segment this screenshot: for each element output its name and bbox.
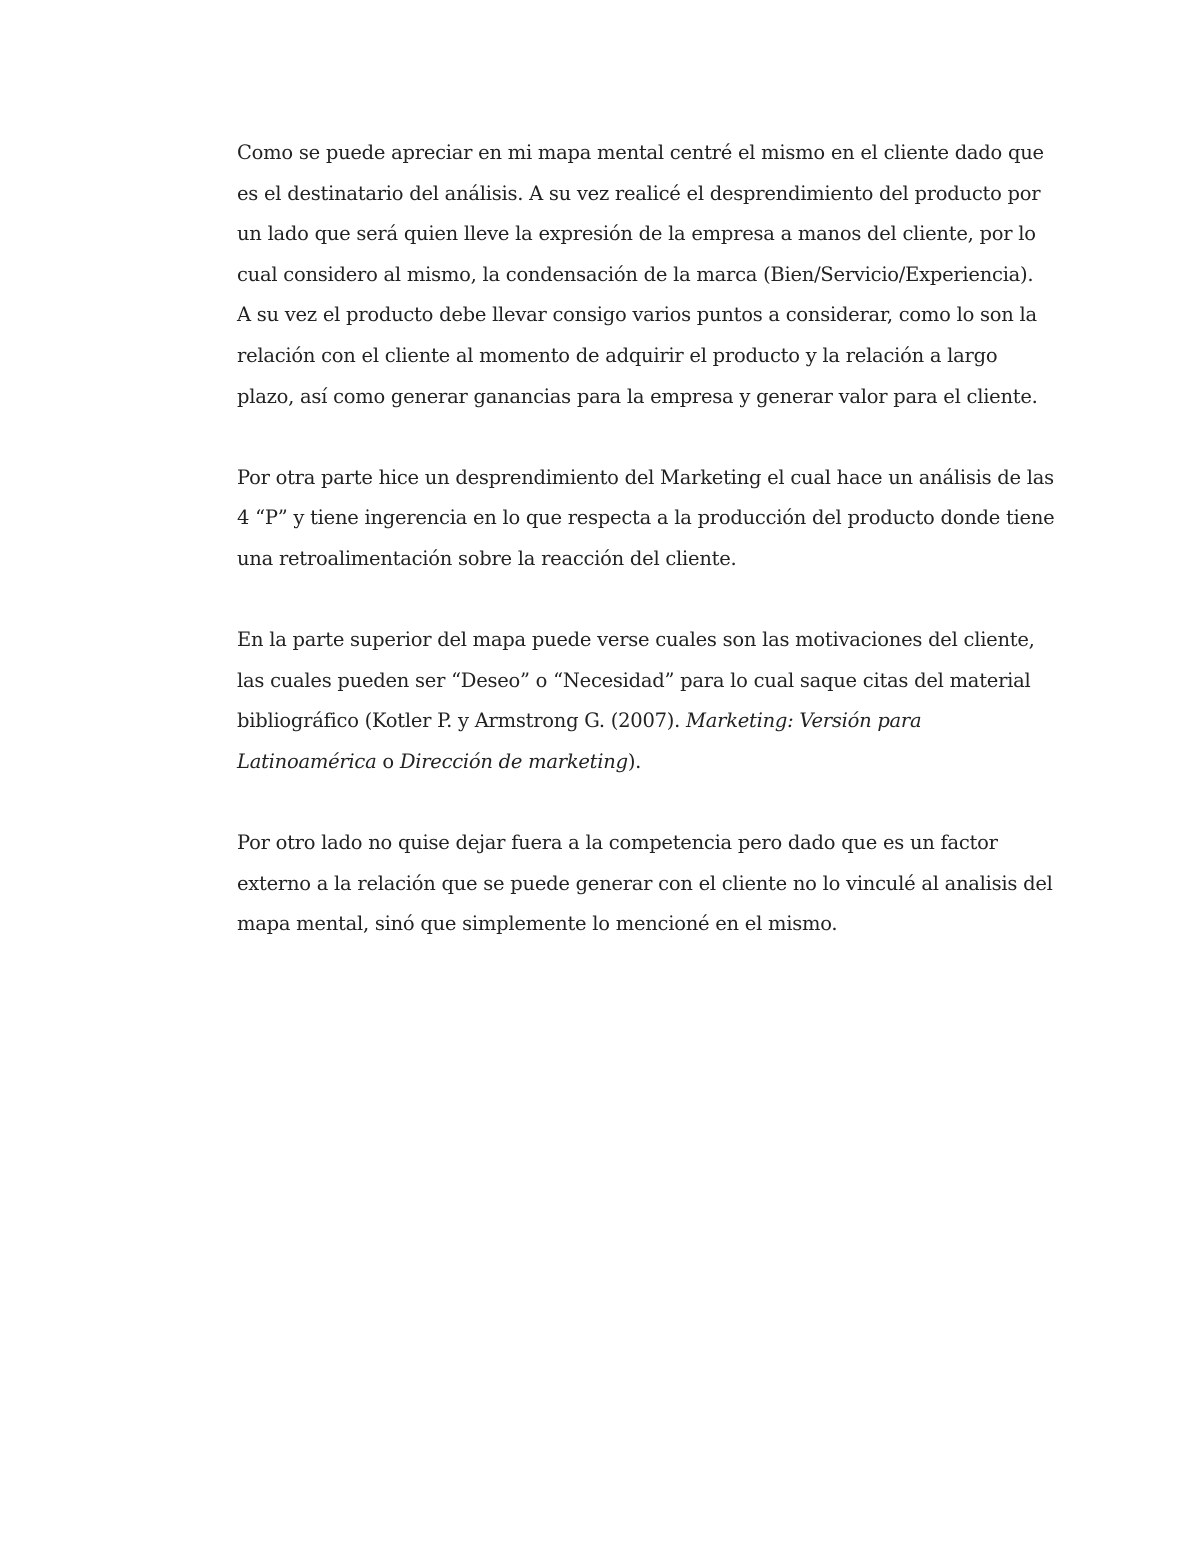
text-line: mapa mental, sinó que simplemente lo mencioné en el mismo. bbox=[237, 912, 838, 936]
text-line: relación con el cliente al momento de adquirir el producto y la relación a largo bbox=[237, 343, 998, 367]
text-line: Por otro lado no quise dejar fuera a la competencia pero dado que es un factor bbox=[237, 831, 998, 855]
book-title-italic: Marketing: Versión para bbox=[686, 709, 922, 733]
text-line: las cuales pueden ser “Deseo” o “Necesidad” para lo cual saque citas del material bbox=[237, 668, 1031, 692]
text-line: A su vez el producto debe llevar consigo varios puntos a considerar, como lo son la bbox=[237, 303, 1037, 327]
citation-text: bibliográfico (Kotler P. y Armstrong G. (2007). bbox=[237, 709, 687, 733]
text-line: Por otra parte hice un desprendimiento del Marketing el cual hace un análisis de las bbox=[237, 465, 1054, 489]
citation-connector: o bbox=[376, 749, 400, 773]
paragraph-marketing bbox=[237, 458, 1055, 580]
text-line: 4 “P” y tiene ingerencia en lo que respecta a la producción del producto donde tiene bbox=[237, 506, 1055, 530]
document-body bbox=[237, 133, 1055, 985]
text-line-citation bbox=[237, 701, 1037, 742]
text-line: Como se puede apreciar en mi mapa mental centré el mismo en el cliente dado que bbox=[237, 141, 1044, 164]
text-line: cual considero al mismo, la condensación de la marca (Bien/Servicio/Experiencia). bbox=[237, 262, 1034, 286]
citation-close: ). bbox=[627, 749, 642, 773]
paragraph-motivations bbox=[237, 620, 1037, 782]
text-line: plazo, así como generar ganancias para la empresa y generar valor para el cliente. bbox=[237, 384, 1038, 408]
paragraph-competition bbox=[237, 823, 1053, 945]
paragraph-mind-map-center bbox=[237, 133, 1044, 417]
text-line: En la parte superior del mapa puede verse cuales son las motivaciones del cliente, bbox=[237, 628, 1035, 652]
text-line-citation bbox=[237, 742, 1037, 783]
text-line: una retroalimentación sobre la reacción del cliente. bbox=[237, 546, 737, 570]
book-title-italic: Latinoamérica bbox=[237, 749, 377, 773]
book-title-italic: Dirección de marketing bbox=[399, 749, 628, 773]
text-line: un lado que será quien lleve la expresión de la empresa a manos del cliente, por lo bbox=[237, 222, 1036, 246]
text-line: es el destinatario del análisis. A su vez realicé el desprendimiento del producto por bbox=[237, 181, 1041, 205]
text-line: externo a la relación que se puede generar con el cliente no lo vinculé al analisis del bbox=[237, 871, 1053, 895]
